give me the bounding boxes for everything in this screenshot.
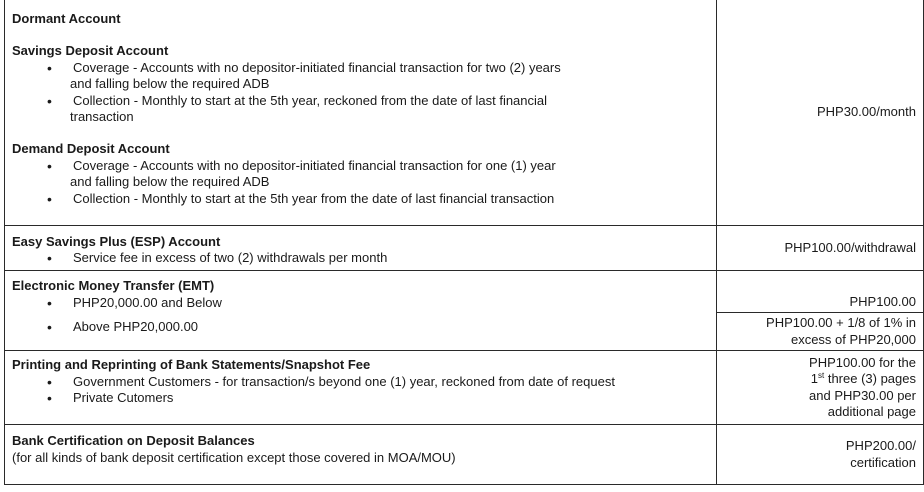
esp-title: Easy Savings Plus (ESP) Account xyxy=(12,233,221,249)
statements-fee-line4: additional page xyxy=(827,404,916,420)
emt-description-cell xyxy=(5,271,717,351)
demand-deposit-title: Demand Deposit Account xyxy=(12,141,170,157)
fee-schedule-table xyxy=(4,0,924,485)
dormant-fee: PHP30.00/month xyxy=(816,104,916,120)
savings-deposit-title: Savings Deposit Account xyxy=(12,43,169,59)
row-emt xyxy=(5,271,924,313)
certification-fee-line2: certification xyxy=(850,454,916,470)
certification-subtitle: (for all kinds of bank deposit certification except those covered in MOA/MOU) xyxy=(12,449,456,465)
government-customers-item: • Government Customers - for transaction/s beyond one (1) year, reckoned from date of request xyxy=(12,374,710,390)
certification-fee-line1: PHP200.00/ xyxy=(845,438,916,454)
demand-coverage-item: • Coverage - Accounts with no depositor-initiated financial transaction for one (1) year and falling below the required ADB xyxy=(12,158,710,191)
row-dormant-account xyxy=(5,0,924,225)
demand-deposit-list xyxy=(12,158,710,207)
certification-fee-cell xyxy=(717,425,924,485)
savings-collection-item: • Collection - Monthly to start at the 5th year, reckoned from the date of last financial transaction xyxy=(12,93,710,126)
emt-fee1-cell xyxy=(717,271,924,313)
savings-coverage-item: • Coverage - Accounts with no depositor-initiated financial transaction for two (2) years and falling below the required ADB xyxy=(12,60,710,93)
emt-fee2-cell xyxy=(717,313,924,351)
emt-fee-above-line2: excess of PHP20,000 xyxy=(790,331,916,347)
statements-fee-line2: 1st three (3) pages xyxy=(810,371,916,387)
emt-fee-below: PHP100.00 xyxy=(849,293,916,309)
dormant-fee-cell xyxy=(717,0,924,225)
emt-above-item: • Above PHP20,000.00 xyxy=(12,319,710,335)
statements-fee-line3: and PHP30.00 per xyxy=(809,387,916,403)
esp-fee-cell xyxy=(717,225,924,271)
private-customers-item: • Private Cutomers xyxy=(12,390,710,406)
dormant-description-cell xyxy=(5,0,717,225)
demand-collection-item: • Collection - Monthly to start at the 5th year from the date of last financial transaction xyxy=(12,191,710,207)
statements-description-cell xyxy=(5,351,717,425)
esp-fee: PHP100.00/withdrawal xyxy=(784,239,916,255)
dormant-title: Dormant Account xyxy=(12,11,121,26)
statements-fee-line1: PHP100.00 for the xyxy=(809,355,916,370)
esp-service-fee-item: • Service fee in excess of two (2) withdrawals per month xyxy=(12,250,710,266)
statements-title: Printing and Reprinting of Bank Statements/Snapshot Fee xyxy=(12,357,371,373)
certification-title: Bank Certification on Deposit Balances xyxy=(12,433,255,449)
row-bank-statements xyxy=(5,351,924,425)
emt-fee-above-line1: PHP100.00 + 1/8 of 1% in xyxy=(766,315,916,331)
row-bank-certification xyxy=(5,425,924,485)
emt-title: Electronic Money Transfer (EMT) xyxy=(12,278,215,294)
esp-description-cell xyxy=(5,225,717,271)
certification-description-cell xyxy=(5,425,717,485)
row-esp-account xyxy=(5,225,924,271)
emt-below-item: • PHP20,000.00 and Below xyxy=(12,295,710,311)
savings-deposit-list xyxy=(12,60,710,126)
statements-fee-cell xyxy=(717,351,924,425)
